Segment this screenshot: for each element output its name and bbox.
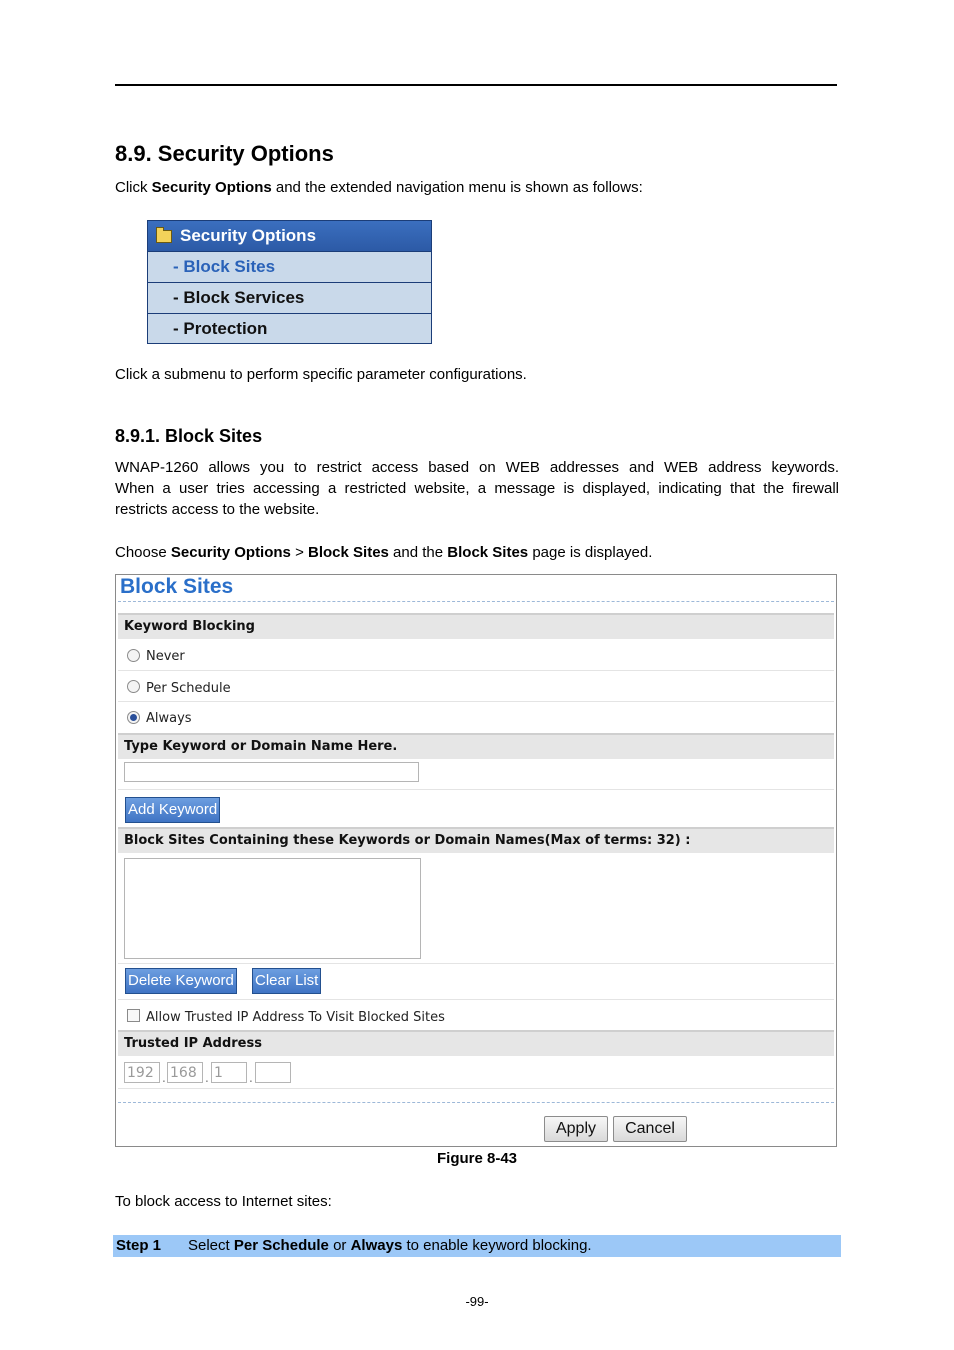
block-sites-panel bbox=[115, 574, 837, 1147]
to-block-text: To block access to Internet sites: bbox=[115, 1193, 332, 1210]
block-sites-title: Block Sites bbox=[120, 575, 234, 598]
trusted-ip-octet-2[interactable]: 168 bbox=[167, 1062, 203, 1083]
trusted-ip-octet-3[interactable]: 1 bbox=[211, 1062, 247, 1083]
trusted-ip-octet-4[interactable] bbox=[255, 1062, 291, 1083]
type-keyword-header: Type Keyword or Domain Name Here. bbox=[118, 733, 834, 759]
nav-item-block-services[interactable]: - Block Services bbox=[148, 283, 431, 314]
nav-item-protection[interactable]: - Protection bbox=[173, 319, 268, 338]
nav-menu bbox=[147, 220, 432, 344]
title-divider bbox=[118, 601, 834, 602]
folder-icon bbox=[156, 230, 172, 243]
row-divider bbox=[118, 789, 834, 790]
nav-menu-header[interactable] bbox=[148, 221, 431, 252]
allow-trusted-checkbox[interactable] bbox=[127, 1009, 140, 1022]
footer-divider bbox=[118, 1102, 834, 1103]
page-number: -99- bbox=[465, 1294, 489, 1309]
blocked-keywords-list[interactable] bbox=[124, 858, 421, 959]
subsection-title: 8.9.1. Block Sites bbox=[115, 426, 263, 446]
description-line-3: restricts access to the website. bbox=[115, 501, 320, 518]
allow-trusted-label: Allow Trusted IP Address To Visit Blocked Sites bbox=[146, 1010, 445, 1025]
apply-button[interactable]: Apply bbox=[544, 1116, 608, 1142]
section-intro: Click Security Options and the extended navigation menu is shown as follows: bbox=[115, 179, 643, 196]
radio-never[interactable] bbox=[127, 649, 140, 662]
ip-separator: . bbox=[249, 1071, 253, 1085]
radio-per-schedule[interactable] bbox=[127, 680, 140, 693]
nav-item-block-sites[interactable]: - Block Sites bbox=[148, 252, 431, 283]
description-line-1: WNAP-1260 allows you to restrict access based on WEB addresses and WEB address keywords. bbox=[115, 459, 839, 476]
row-divider bbox=[118, 963, 834, 964]
ip-separator: . bbox=[162, 1071, 166, 1085]
radio-never-label: Never bbox=[146, 649, 185, 664]
keyword-blocking-header: Keyword Blocking bbox=[118, 613, 834, 639]
description-line-2: When a user tries accessing a restricted website, a message is displayed, indicating that the firewall bbox=[115, 480, 839, 497]
step-number: Step 1 bbox=[116, 1237, 162, 1254]
section-title: 8.9. Security Options bbox=[115, 141, 334, 166]
row-divider bbox=[118, 999, 834, 1000]
step-1-row bbox=[113, 1235, 841, 1257]
row-divider bbox=[118, 1088, 834, 1089]
cancel-button[interactable]: Cancel bbox=[613, 1116, 687, 1142]
navigation-path-text: Choose Security Options > Block Sites and the Block Sites page is displayed. bbox=[115, 544, 653, 561]
delete-keyword-button[interactable]: Delete Keyword bbox=[125, 968, 237, 994]
trusted-ip-header: Trusted IP Address bbox=[118, 1030, 834, 1056]
header-rule bbox=[115, 84, 837, 86]
ip-separator: . bbox=[205, 1071, 209, 1085]
keyword-input[interactable] bbox=[124, 762, 419, 782]
submenu-hint: Click a submenu to perform specific parameter configurations. bbox=[115, 366, 527, 383]
clear-list-button[interactable]: Clear List bbox=[252, 968, 321, 994]
trusted-ip-octet-1[interactable]: 192 bbox=[124, 1062, 160, 1083]
step-text: Select Per Schedule or Always to enable keyword blocking. bbox=[188, 1237, 592, 1254]
radio-always[interactable] bbox=[127, 711, 140, 724]
add-keyword-button[interactable]: Add Keyword bbox=[125, 797, 220, 823]
radio-always-label: Always bbox=[146, 711, 192, 726]
row-divider bbox=[118, 670, 834, 671]
block-list-header: Block Sites Containing these Keywords or Domain Names(Max of terms: 32) : bbox=[118, 827, 834, 853]
radio-per-schedule-label: Per Schedule bbox=[146, 681, 231, 696]
nav-menu-header-label: Security Options bbox=[180, 226, 317, 245]
figure-caption: Figure 8-43 bbox=[436, 1150, 518, 1167]
row-divider bbox=[118, 701, 834, 702]
